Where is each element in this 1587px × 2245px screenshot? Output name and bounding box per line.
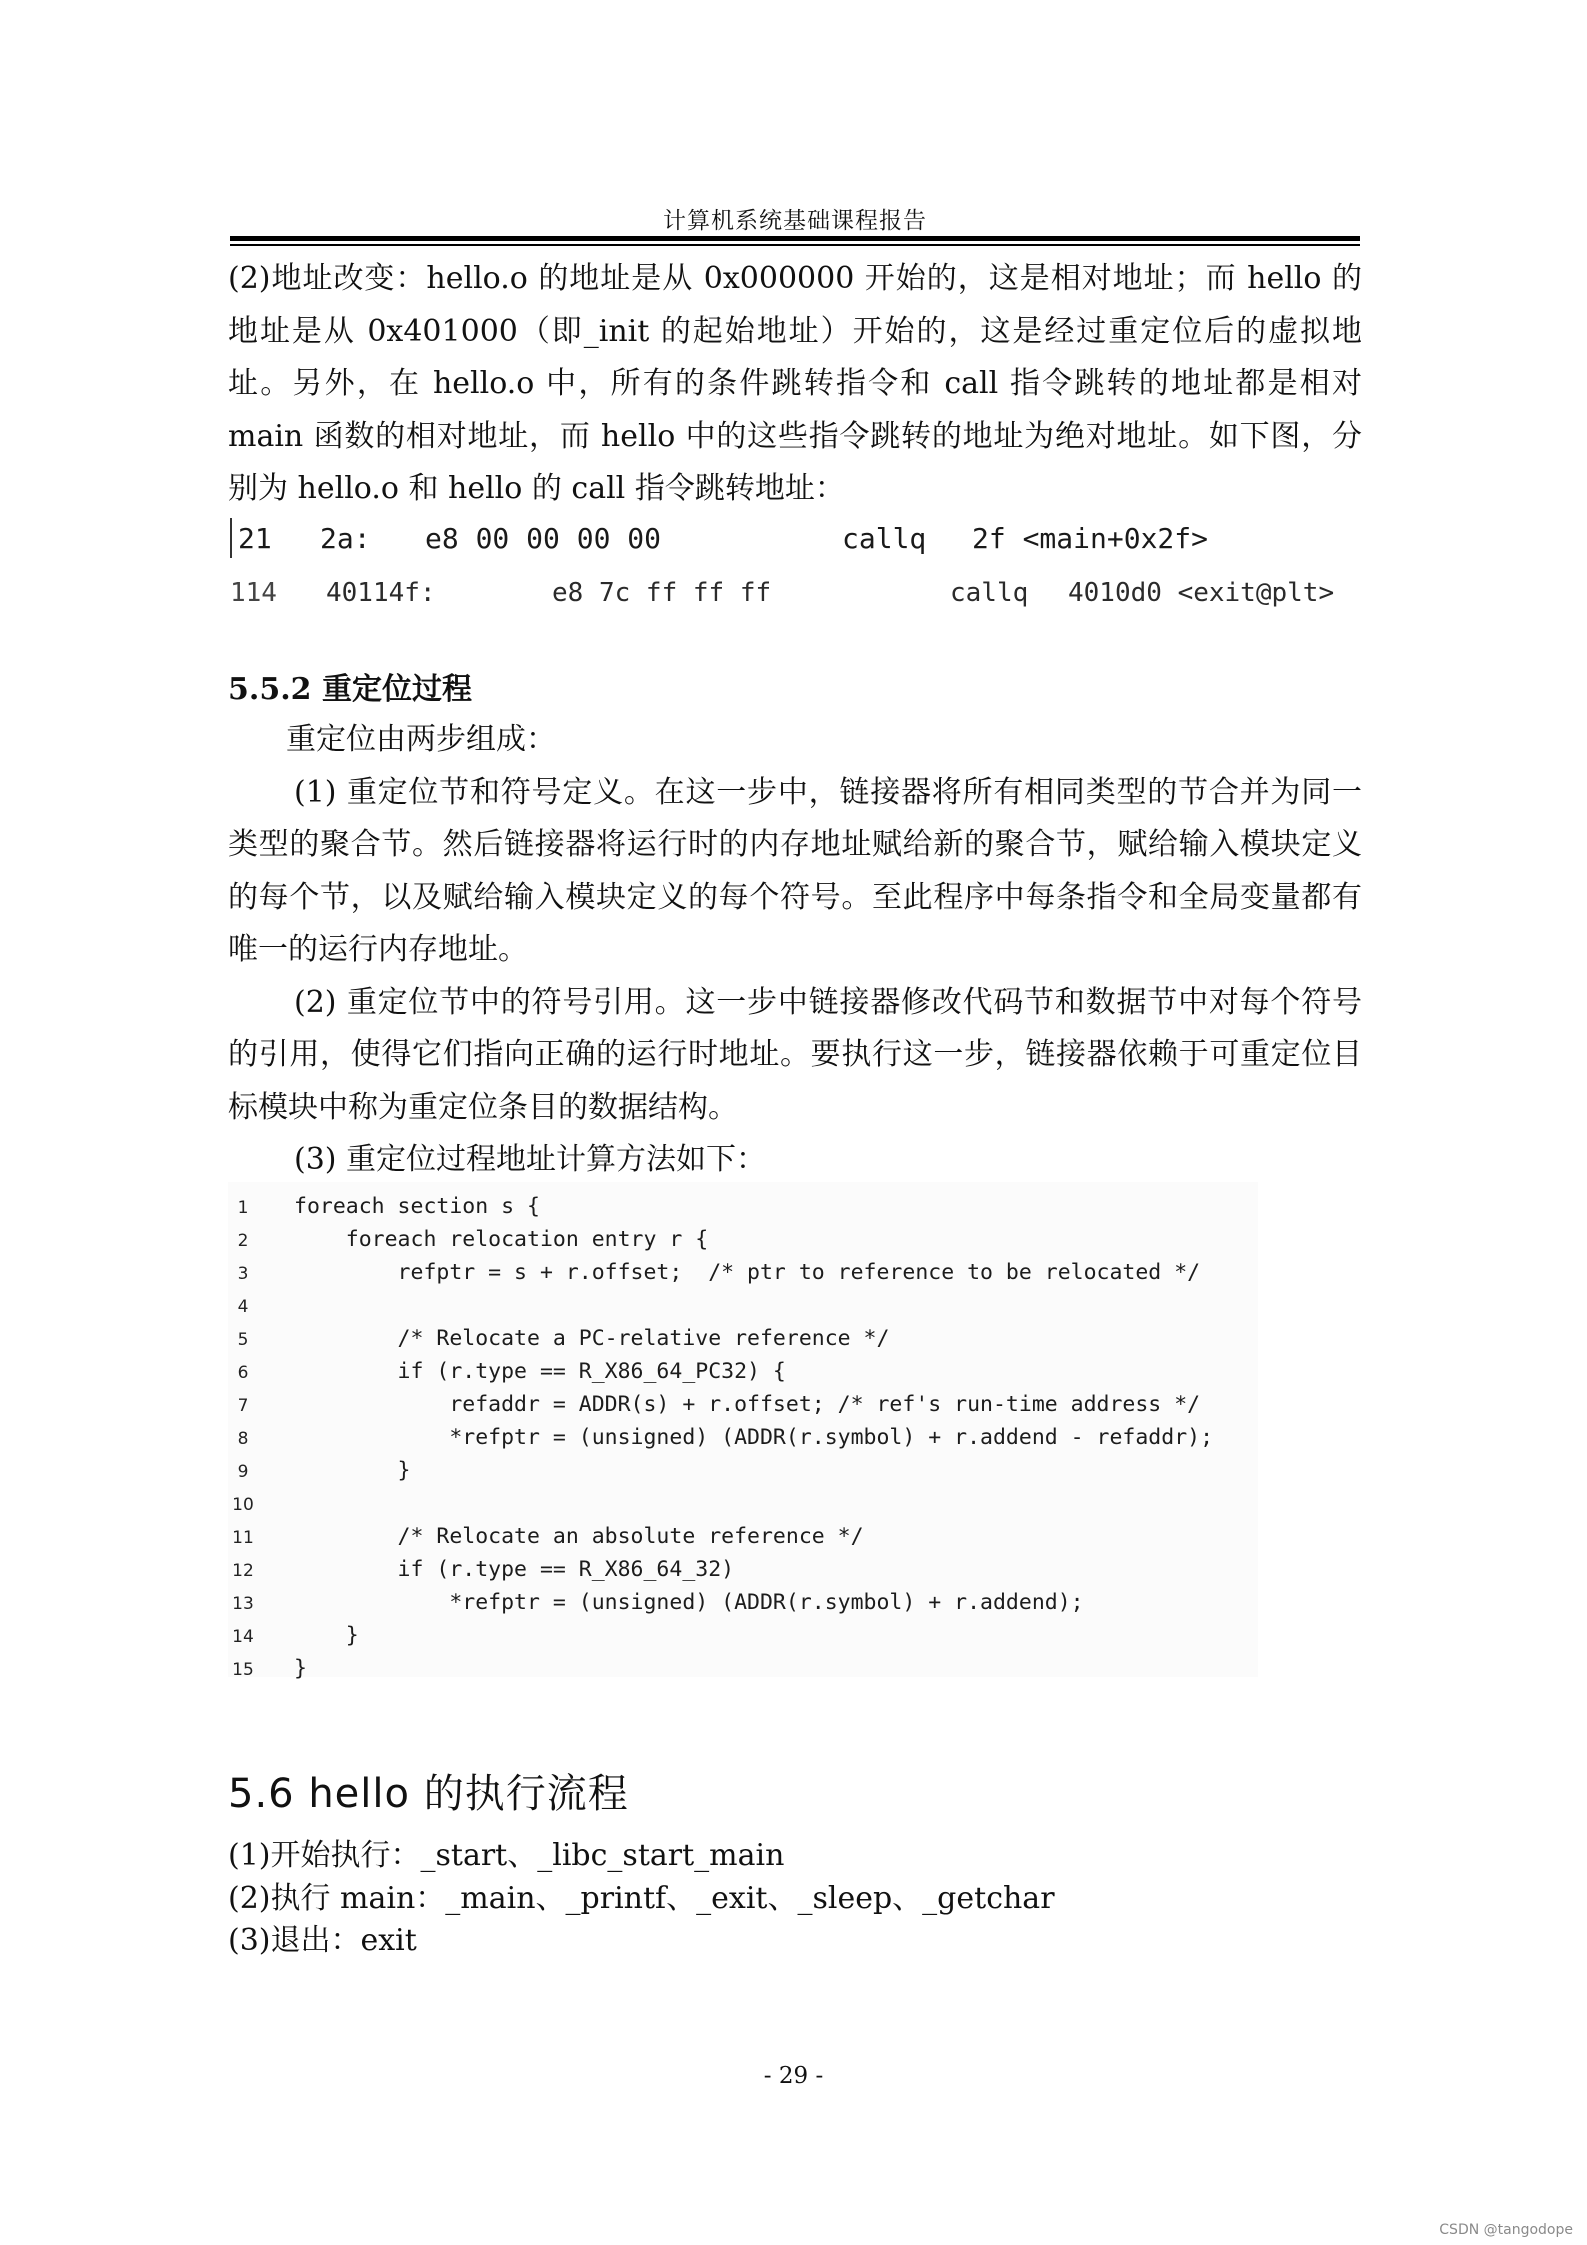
asm-bytes: e8 7c ff ff ff [552,578,772,608]
execution-flow-list [228,1835,1362,1963]
flow-item-start: (1)开始执行：_start、_libc_start_main [228,1838,785,1873]
relocation-step-2: (2) 重定位节中的符号引用。这一步中链接器修改代码节和数据节中对每个符号的引用，使得它们指向正确的运行时地址。要执行这一步，链接器依赖于可重定位目标模块中称为重定位条目的数据结构。 [228,984,1362,1125]
code-line-text: refptr = s + r.offset; /* ptr to reference to be relocated */ [294,1260,1201,1285]
relocation-step-3: (3) 重定位过程地址计算方法如下： [294,1142,767,1177]
code-line-number: 12 [232,1561,254,1581]
code-line-text: *refptr = (unsigned) (ADDR(r.symbol) + r.addend); [294,1590,1084,1615]
code-line-number: 4 [237,1297,249,1317]
code-line-number: 13 [232,1594,254,1614]
asm-bytes: e8 00 00 00 00 [425,522,662,555]
asm-address: 2a: [320,522,371,555]
asm-target: 2f <main+0x2f> [972,522,1209,555]
relocation-code-listing [228,1182,1258,1681]
code-line-text: foreach relocation entry r { [294,1227,709,1252]
code-line-text: } [294,1656,307,1681]
code-line-number: 5 [237,1330,249,1350]
code-line-number: 15 [232,1660,254,1680]
relocation-intro: 重定位由两步组成： [286,722,556,757]
asm-opcode: callq [950,578,1029,608]
code-line-text: refaddr = ADDR(s) + r.offset; /* ref's run-time address */ [294,1392,1201,1417]
code-line-text: /* Relocate a PC-relative reference */ [294,1326,890,1351]
code-line-number: 10 [232,1495,254,1515]
asm-opcode: callq [842,522,927,555]
code-line-number: 1 [237,1198,249,1218]
code-line-number: 11 [232,1528,254,1548]
flow-item-main: (2)执行 main：_main、_printf、_exit、_sleep、_getchar [228,1880,1055,1916]
code-line-number: 7 [237,1396,249,1416]
code-line-number: 9 [237,1462,249,1482]
subsection-title: 5.5.2 重定位过程 [228,672,472,707]
code-line-text: *refptr = (unsigned) (ADDR(r.symbol) + r.addend - refaddr); [294,1425,1214,1450]
code-line-number: 8 [237,1429,249,1449]
relocation-paragraphs [228,714,1362,1187]
code-line-text: if (r.type == R_X86_64_32) [294,1557,735,1582]
code-line-text: foreach section s { [294,1194,540,1219]
header-rule-thin [230,244,1360,246]
intro-paragraph [228,253,1362,516]
flow-item-exit: (3)退出：exit [228,1923,417,1958]
intro-paragraph-text: (2)地址改变：hello.o 的地址是从 0x000000 开始的，这是相对地址；而 hello 的地址是从 0x401000（即_init 的起始地址）开始的，这是经过重定位后的虚拟地址。另外，在 hello.o 中，所有的条件跳转指令和 call 指令跳转的地址都是相对 main 函数的相对地址，而 hello 中的这些指令跳转的地址为绝对地址。如下图，分别为 hello.o 和 hello 的 call 指令跳转地址： [228,261,1362,506]
csdn-watermark: CSDN @tangodope [1439,2222,1573,2238]
relocation-step-1: (1) 重定位节和符号定义。在这一步中，链接器将所有相同类型的节合并为同一类型的聚合节。然后链接器将运行时的内存地址赋给新的聚合节，赋给输入模块定义的每个节，以及赋给输入模块定义的每个符号。至此程序中每条指令和全局变量都有唯一的运行内存地址。 [228,774,1362,967]
asm-target: 4010d0 <exit@plt> [1068,578,1335,608]
code-line-number: 3 [237,1264,249,1284]
code-line-number: 14 [232,1627,254,1647]
code-line-text: } [294,1623,359,1648]
code-line-number: 6 [237,1363,249,1383]
header-rule-thick [230,236,1360,241]
asm-line-hello [230,578,1364,630]
asm-line-hello-o [230,522,1364,574]
section-title: 5.6 hello 的执行流程 [228,1771,629,1817]
asm-address: 40114f: [326,578,436,608]
page-header-title: 计算机系统基础课程报告 [663,208,927,234]
page-number: - 29 - [763,2063,824,2089]
code-line-text: /* Relocate an absolute reference */ [294,1524,864,1549]
asm-cursor-bar [230,518,232,558]
code-line-text: } [294,1458,411,1483]
asm-line-number: 114 [230,578,277,608]
code-line-text: if (r.type == R_X86_64_PC32) { [294,1359,786,1384]
code-line-number: 2 [237,1231,249,1251]
asm-line-number: 21 [238,522,272,555]
